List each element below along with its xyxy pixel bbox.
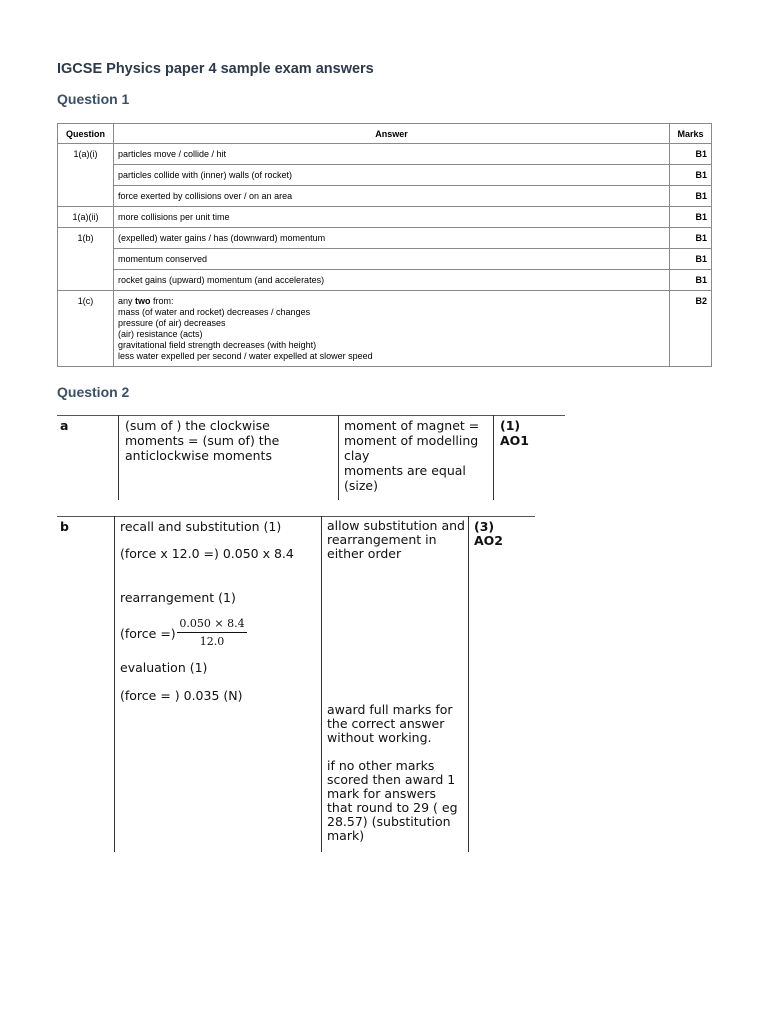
assessment-objective: AO2 — [474, 533, 503, 548]
answer-cell: particles collide with (inner) walls (of rocket) — [113, 165, 669, 186]
fraction-denominator: 12.0 — [199, 635, 225, 648]
marks-cell: B1 — [670, 186, 712, 207]
answer-line: anticlockwise moments — [125, 448, 272, 463]
marks-value: (3) — [474, 519, 495, 534]
question-number: 1(b) — [58, 228, 114, 249]
notes-line: if no other marks — [327, 758, 435, 773]
page-title: IGCSE Physics paper 4 sample exam answers — [57, 61, 374, 77]
table-row — [58, 144, 712, 165]
column-divider — [493, 415, 494, 500]
working-step: rearrangement (1) — [120, 590, 236, 605]
column-divider — [321, 516, 322, 852]
answer-line: moments = (sum of) the — [125, 433, 280, 448]
answer-cell: particles move / collide / hit — [113, 144, 669, 165]
answer-cell: rocket gains (upward) momentum (and accelerates) — [113, 270, 669, 291]
notes-line: either order — [327, 546, 402, 561]
question-2-heading: Question 2 — [57, 384, 130, 400]
marks-cell: B1 — [670, 207, 712, 228]
marks-cell: B2 — [670, 291, 712, 367]
question-number — [58, 249, 114, 270]
answer-line: pressure (of air) decreases — [117, 318, 226, 328]
notes-line: the correct answer — [327, 716, 445, 731]
marks-cell: B1 — [670, 165, 712, 186]
column-header-marks: Marks — [670, 124, 712, 144]
table-row — [58, 165, 712, 186]
answer-cell: force exerted by collisions over / on an area — [113, 186, 669, 207]
column-divider — [114, 516, 115, 852]
marks-cell: B1 — [670, 144, 712, 165]
fraction — [177, 617, 247, 648]
question-number: 1(a)(ii) — [58, 207, 114, 228]
answer-cell: (expelled) water gains / has (downward) momentum — [113, 228, 669, 249]
question-number — [58, 165, 114, 186]
part-label: a — [60, 418, 69, 433]
table-row — [58, 186, 712, 207]
notes-line: clay — [344, 448, 370, 463]
answer-line: mass (of water and rocket) decreases / changes — [117, 307, 311, 317]
question-number — [58, 270, 114, 291]
part-label: b — [60, 519, 69, 534]
table-row — [58, 207, 712, 228]
answer-line: less water expelled per second / water expelled at slower speed — [117, 351, 373, 361]
notes-line: mark for answers — [327, 786, 437, 801]
working-line: (force = ) 0.035 (N) — [120, 688, 243, 703]
working-line: (force =) — [120, 626, 176, 641]
column-header-question: Question — [58, 124, 114, 144]
notes-line: (size) — [344, 478, 378, 493]
marks-cell: B1 — [670, 228, 712, 249]
question-number: 1(c) — [58, 291, 114, 367]
question-number: 1(a)(i) — [58, 144, 114, 165]
notes-line: award full marks for — [327, 702, 453, 717]
assessment-objective: AO1 — [500, 433, 529, 448]
answer-intro: any two from: — [117, 296, 174, 306]
marks-cell: B1 — [670, 249, 712, 270]
notes-line: rearrangement in — [327, 532, 437, 547]
notes-line: scored then award 1 — [327, 772, 456, 787]
notes-line: without working. — [327, 730, 432, 745]
notes-line: that round to 29 ( eg — [327, 800, 458, 815]
table-rule — [57, 415, 565, 416]
question-1-mark-table — [57, 123, 712, 367]
answer-line: (sum of ) the clockwise — [125, 418, 270, 433]
working-line: (force x 12.0 =) 0.050 x 8.4 — [120, 546, 294, 561]
answer-cell: more collisions per unit time — [113, 207, 669, 228]
working-step: evaluation (1) — [120, 660, 208, 675]
table-header-row — [58, 124, 712, 144]
notes-line: moments are equal — [344, 463, 466, 478]
column-divider — [338, 415, 339, 500]
table-row — [58, 291, 712, 367]
marks-value: (1) — [500, 418, 521, 433]
answer-line: gravitational field strength decreases (with height) — [117, 340, 317, 350]
notes-line: allow substitution and — [327, 518, 465, 533]
column-divider — [118, 415, 119, 500]
question-number — [58, 186, 114, 207]
notes-line: 28.57) (substitution — [327, 814, 451, 829]
marks-cell: B1 — [670, 270, 712, 291]
answer-cell: momentum conserved — [113, 249, 669, 270]
notes-line: moment of magnet = — [344, 418, 480, 433]
answer-cell — [113, 291, 669, 367]
fraction-numerator: 0.050 × 8.4 — [177, 617, 247, 633]
column-header-answer: Answer — [113, 124, 669, 144]
question-1-heading: Question 1 — [57, 91, 130, 107]
column-divider — [468, 516, 469, 852]
notes-line: moment of modelling — [344, 433, 479, 448]
notes-line: mark) — [327, 828, 365, 843]
table-rule — [57, 516, 535, 517]
answer-line: (air) resistance (acts) — [117, 329, 203, 339]
table-row — [58, 228, 712, 249]
working-step: recall and substitution (1) — [120, 519, 282, 534]
table-row — [58, 249, 712, 270]
table-row — [58, 270, 712, 291]
